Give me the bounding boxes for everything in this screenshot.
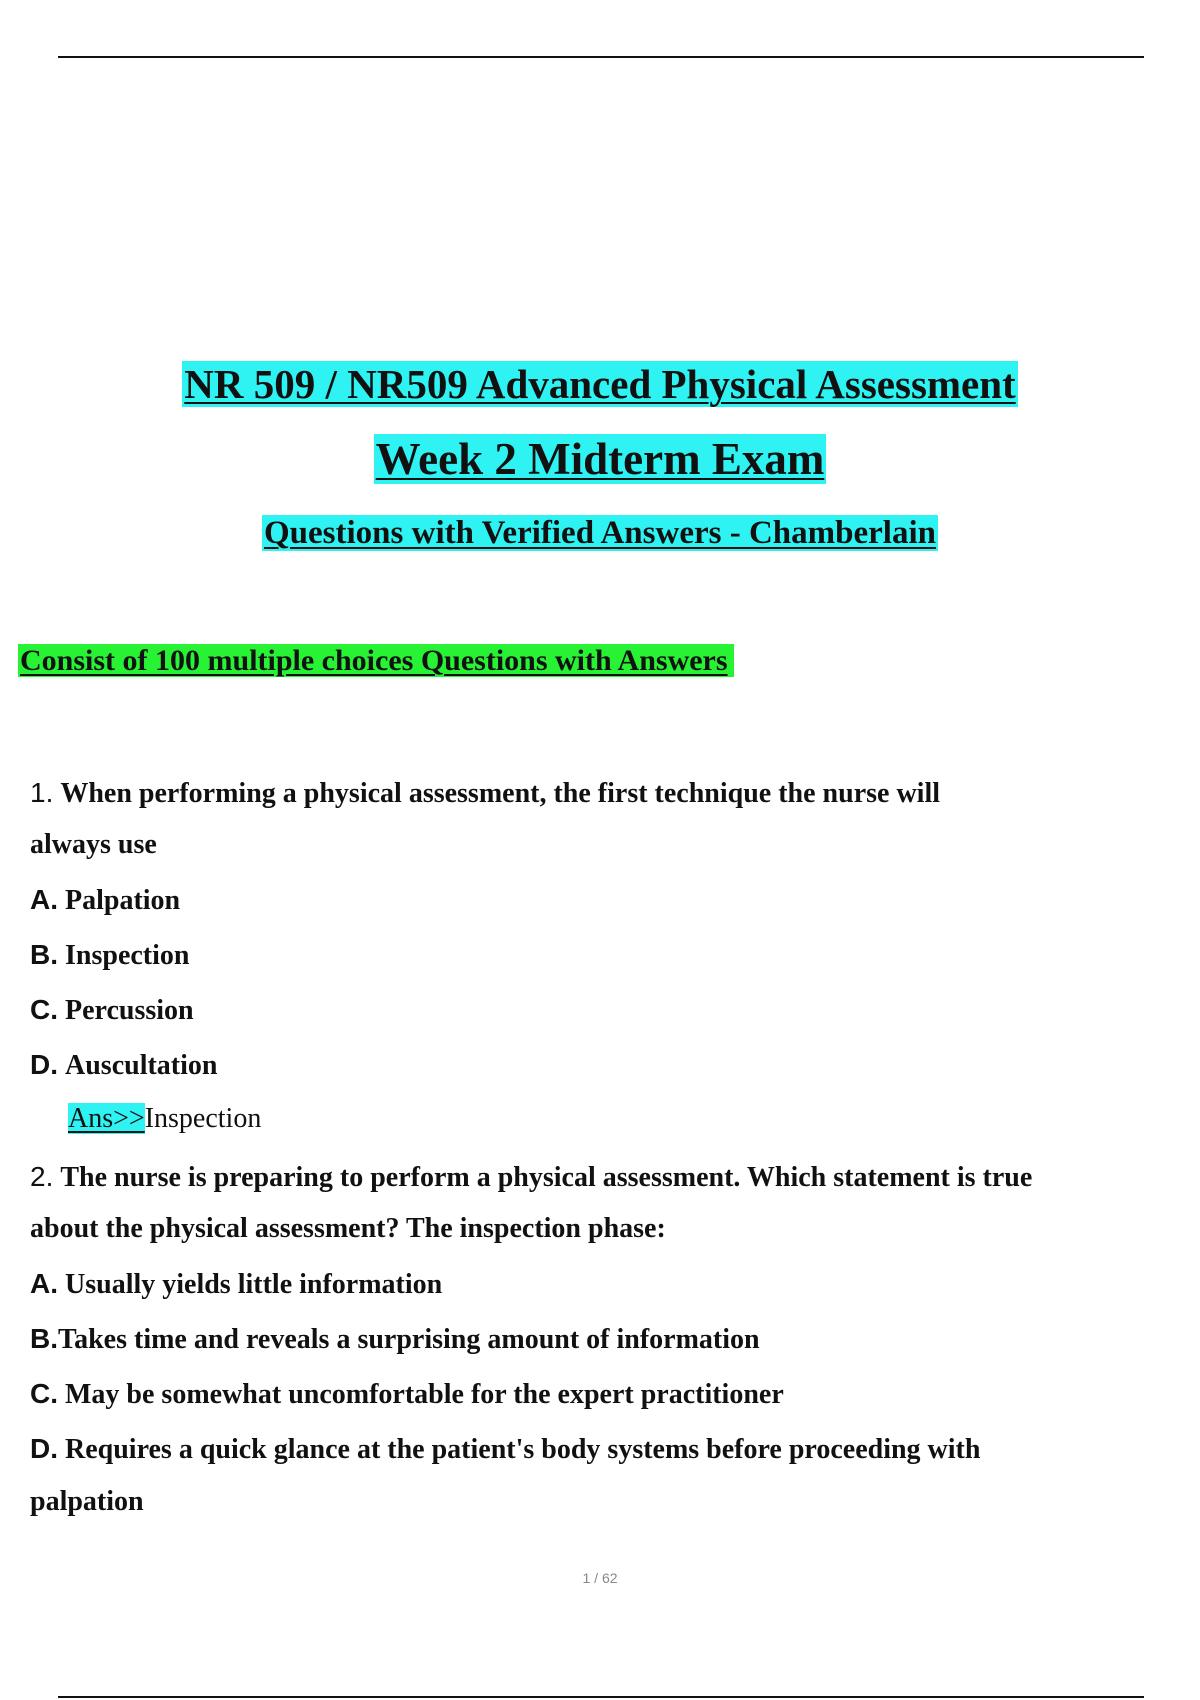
option-letter: D. (30, 1433, 58, 1464)
option-text: Takes time and reveals a surprising amount of information (58, 1324, 760, 1355)
option-text: Usually yields little information (65, 1269, 443, 1300)
option-letter: B. (30, 1323, 58, 1354)
title-line-2-text: Week 2 Midterm Exam (375, 434, 825, 484)
option-text-cont: palpation (30, 1486, 144, 1517)
question-2-option-d (30, 1430, 980, 1469)
question-2-text-cont: about the physical assessment? The inspection phase: (30, 1213, 666, 1244)
option-letter: A. (30, 884, 58, 915)
question-2-text: The nurse is preparing to perform a physical assessment. Which statement is true (60, 1162, 1033, 1193)
option-letter: B. (30, 939, 58, 970)
top-rule (58, 56, 1144, 58)
page-indicator: 1 / 62 (582, 1570, 618, 1586)
question-2-option-a (30, 1265, 442, 1304)
option-text: Auscultation (65, 1050, 218, 1081)
title-line-3 (0, 511, 1200, 555)
question-1-text: When performing a physical assessment, the first technique the nurse will (60, 778, 941, 809)
option-text: Requires a quick glance at the patient's body systems before proceeding with (65, 1434, 981, 1465)
option-letter: C. (30, 1378, 58, 1409)
option-text: Percussion (65, 995, 194, 1026)
option-letter: C. (30, 994, 58, 1025)
question-1-text-cont: always use (30, 829, 157, 860)
question-1-line-2 (30, 826, 157, 864)
question-2-line-2 (30, 1210, 666, 1248)
option-letter: A. (30, 1268, 58, 1299)
question-2-number: 2. (30, 1161, 54, 1192)
question-2-option-c (30, 1375, 784, 1414)
question-1-option-c (30, 991, 194, 1030)
bottom-rule (58, 1696, 1144, 1698)
question-1-option-b (30, 936, 189, 975)
question-1-answer (68, 1100, 261, 1138)
option-text: May be somewhat uncomfortable for the expert practitioner (65, 1379, 784, 1410)
option-text: Inspection (65, 940, 190, 971)
question-1-number: 1. (30, 777, 54, 808)
consist-note-text: Consist of 100 multiple choices Questions with Answers (18, 644, 734, 677)
title-line-2 (0, 431, 1200, 487)
answer-tag: Ans>> (68, 1103, 145, 1134)
option-letter: D. (30, 1049, 58, 1080)
title-line-1 (0, 358, 1200, 410)
question-2-line-1 (30, 1158, 1032, 1197)
title-line-3-text: Questions with Verified Answers - Chamberlain (264, 515, 936, 551)
option-text: Palpation (65, 885, 181, 916)
answer-text: Inspection (144, 1103, 262, 1134)
consist-note (18, 641, 734, 681)
title-line-1-text: NR 509 / NR509 Advanced Physical Assessment (184, 361, 1016, 407)
question-1-line-1 (30, 774, 940, 813)
question-1-option-d (30, 1046, 217, 1085)
question-1-option-a (30, 881, 180, 920)
question-2-option-d-cont (30, 1483, 144, 1521)
question-2-option-b (30, 1320, 760, 1359)
